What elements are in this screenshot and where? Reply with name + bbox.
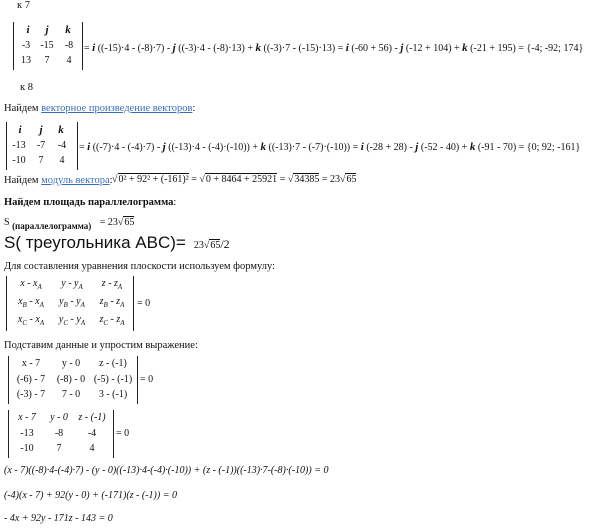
det-cell: 7 [56, 443, 62, 454]
simplified-line: (-4)(x - 7) + 92(y - 0) + (-171)(z - (-1)) = 0 [4, 490, 177, 501]
simplified-determinant [8, 410, 114, 458]
plane-intro: Для составления уравнения плоскости используем формулу: [4, 261, 276, 272]
formula-cell: z - $z_A$ [101, 278, 123, 291]
det-cell: 7 [44, 55, 50, 66]
det-cell: j [39, 124, 43, 136]
expansion-line: (x - 7)((-8)·4-(-4)·7) - (y - 0)((-13)·4-(-4)·(-10)) + (z - (-1))((-13)·7-(-8)·(-10)) = 0 [4, 465, 329, 476]
det-cell: 7 - 0 [61, 389, 81, 400]
det-cell: -10 [12, 155, 26, 166]
det-cell: -4 [87, 428, 97, 439]
det-cell: k [65, 24, 71, 36]
det-cell: y - 0 [61, 358, 81, 369]
det-cell: 4 [89, 443, 95, 454]
det-cell: (-8) - 0 [56, 374, 86, 385]
formula-cell: $x_B - x_A$ [18, 296, 44, 309]
formula-cell: x - $x_A$ [20, 278, 42, 291]
det-cell: -13 [12, 140, 26, 151]
vector-product-link[interactable]: векторное произведение векторов [41, 103, 193, 114]
det-cell: z - (-1) [78, 412, 106, 423]
det-cell: -15 [40, 40, 54, 51]
det-cell: x - 7 [21, 358, 41, 369]
det-cell: 4 [59, 155, 65, 166]
formula-cell: $z_C - z_A$ [99, 314, 125, 327]
modulus-formula: √0² + 92² + (-161)² = √0 + 8464 + 25921 = √34385 = 23√65 [112, 174, 357, 185]
det-cell: -8 [64, 40, 74, 51]
det-cell: 3 - (-1) [98, 389, 128, 400]
formula-cell: $y_C - y_A$ [58, 314, 86, 327]
det1-equals-zero: = 0 [140, 374, 154, 385]
formula-cell: $y_B - y_A$ [59, 296, 85, 309]
final-plane-equation: - 4x + 92y - 171z - 143 = 0 [4, 513, 113, 524]
det-cell: i [26, 24, 30, 36]
det2-equals-zero: = 0 [116, 428, 130, 439]
vector-modulus-link[interactable]: модуль вектора [41, 175, 110, 186]
case8-heading: к 8 [20, 82, 33, 93]
plane-formula-determinant [6, 276, 134, 331]
formula-cell: $x_C - x_A$ [17, 314, 45, 327]
det-cell: -7 [36, 140, 46, 151]
det-cell: -10 [20, 443, 34, 454]
formula-equals-zero: = 0 [137, 298, 151, 309]
case7-cross-product-expansion: = i ((-15)·4 - (-8)·7) - j ((-3)·4 - (-8)·13) + k ((-3)·7 - (-15)·13) = i (-60 + 56) - j (-12 + 104) + k (-21 + 195) = {-4; -92; 174} [84, 42, 584, 54]
det-cell: j [45, 24, 49, 36]
det-cell: -13 [20, 428, 34, 439]
det-cell: -3 [21, 40, 31, 51]
det-cell: y - 0 [50, 412, 68, 423]
det-cell: (-6) - 7 [16, 374, 46, 385]
det-cell: 7 [38, 155, 44, 166]
find-modulus-line: Найдем модуль вектора: [4, 175, 113, 186]
formula-cell: $z_B - z_A$ [99, 296, 125, 309]
case8-determinant [6, 122, 78, 170]
substituted-determinant [8, 356, 138, 404]
case7-heading: к 7 [17, 0, 30, 11]
formula-cell: y - $y_A$ [61, 278, 83, 291]
det-cell: -4 [57, 140, 67, 151]
det-cell: (-5) - (-1) [93, 374, 133, 385]
det-cell: x - 7 [18, 412, 36, 423]
triangle-area: S( треугольника ABC)= 23√65/2 [4, 233, 230, 252]
det-cell: (-3) - 7 [16, 389, 46, 400]
det-cell: z - (-1) [99, 358, 127, 369]
det-cell: i [18, 124, 22, 136]
substitution-intro: Подставим данные и упростим выражение: [4, 340, 198, 351]
find-vector-product-line: Найдем векторное произведение векторов: [4, 103, 196, 114]
area-title: Найдем площадь параллелограмма: [4, 197, 177, 208]
det-cell: k [58, 124, 64, 136]
det-cell: 13 [21, 55, 31, 66]
det-cell: 4 [66, 55, 72, 66]
case7-determinant [13, 22, 83, 70]
parallelogram-area: S (параллелограмма) = 23√65 [4, 217, 135, 231]
det-cell: -8 [54, 428, 64, 439]
case8-cross-product-expansion: = i ((-7)·4 - (-4)·7) - j ((-13)·4 - (-4)·(-10)) + k ((-13)·7 - (-7)·(-10)) = i (-28 + 28) - j (-52 - 40) + k (-91 - 70) = {0; 92; -161} [79, 141, 581, 153]
